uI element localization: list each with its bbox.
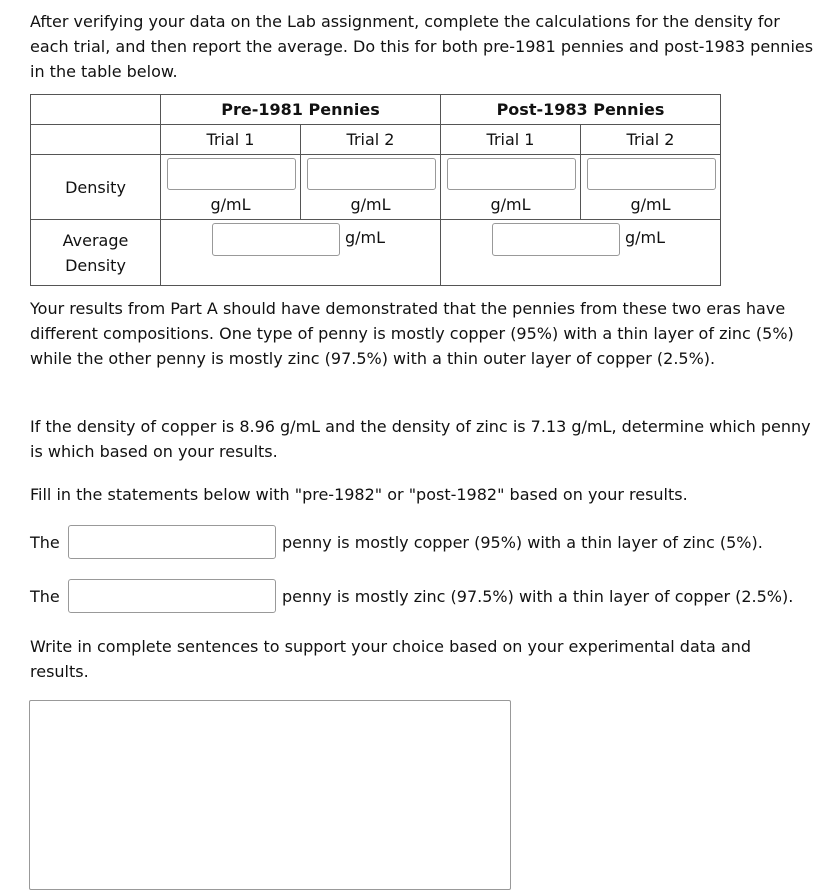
average-density-label: Average Density (62, 230, 129, 275)
unit-label: g/mL (630, 195, 671, 214)
pre-average-density-input[interactable] (212, 223, 340, 256)
density-info-text: If the density of copper is 8.96 g/mL and the density of zinc is 7.13 g/mL, determine which penny is which based on your results. (30, 417, 811, 461)
post-trial1-density-input[interactable] (447, 158, 576, 190)
pre-trial1-cell (161, 155, 301, 220)
post-1983-header: Post-1983 Pennies (441, 95, 721, 125)
statement-copper (30, 525, 763, 559)
zinc-penny-era-input[interactable] (68, 579, 276, 613)
post-average-density-input[interactable] (492, 223, 620, 256)
pre-trial1-density-input[interactable] (167, 158, 296, 190)
unit-label: g/mL (350, 195, 391, 214)
statement-zinc (30, 579, 793, 613)
density-table (30, 94, 721, 286)
corner-cell (31, 95, 161, 125)
pre-trial2-cell (301, 155, 441, 220)
pre-trial2-density-input[interactable] (307, 158, 436, 190)
copper-penny-era-input[interactable] (68, 525, 276, 559)
essay-prompt-text: Write in complete sentences to support your choice based on your experimental data and results. (30, 637, 752, 681)
post-trial1-cell (441, 155, 581, 220)
fill-instruction-text: Fill in the statements below with "pre-1982" or "post-1982" based on your results. (30, 485, 688, 504)
pre-average-cell (161, 220, 441, 286)
unit-label: g/mL (625, 228, 666, 247)
density-row-label: Density (31, 155, 161, 220)
statement-prefix: The (30, 586, 60, 606)
unit-label: g/mL (490, 195, 531, 214)
post-average-cell (441, 220, 721, 286)
statement-suffix: penny is mostly copper (95%) with a thin layer of zinc (5%). (282, 532, 763, 552)
unit-label: g/mL (345, 228, 386, 247)
corner-cell-2 (31, 125, 161, 155)
post-trial1-header: Trial 1 (441, 125, 581, 155)
pre-1981-header: Pre-1981 Pennies (161, 95, 441, 125)
intro-text: After verifying your data on the Lab assignment, complete the calculations for the density for each trial, and then report the average. Do this for both pre-1981 pennies and post-1983 pennies in the table below. (30, 12, 814, 81)
statement-prefix: The (30, 532, 60, 552)
post-trial2-header: Trial 2 (581, 125, 721, 155)
average-row-label (31, 220, 161, 286)
post-trial2-density-input[interactable] (587, 158, 716, 190)
unit-label: g/mL (210, 195, 251, 214)
part-a-text: Your results from Part A should have demonstrated that the pennies from these two eras have different compositions. One type of penny is mostly copper (95%) with a thin layer of zinc (5%) while the other penny is mostly zinc (97.5%) with a thin outer layer of copper (2.5%). (30, 299, 794, 368)
pre-trial2-header: Trial 2 (301, 125, 441, 155)
essay-textarea[interactable] (29, 700, 511, 890)
post-trial2-cell (581, 155, 721, 220)
pre-trial1-header: Trial 1 (161, 125, 301, 155)
statement-suffix: penny is mostly zinc (97.5%) with a thin layer of copper (2.5%). (282, 586, 794, 606)
